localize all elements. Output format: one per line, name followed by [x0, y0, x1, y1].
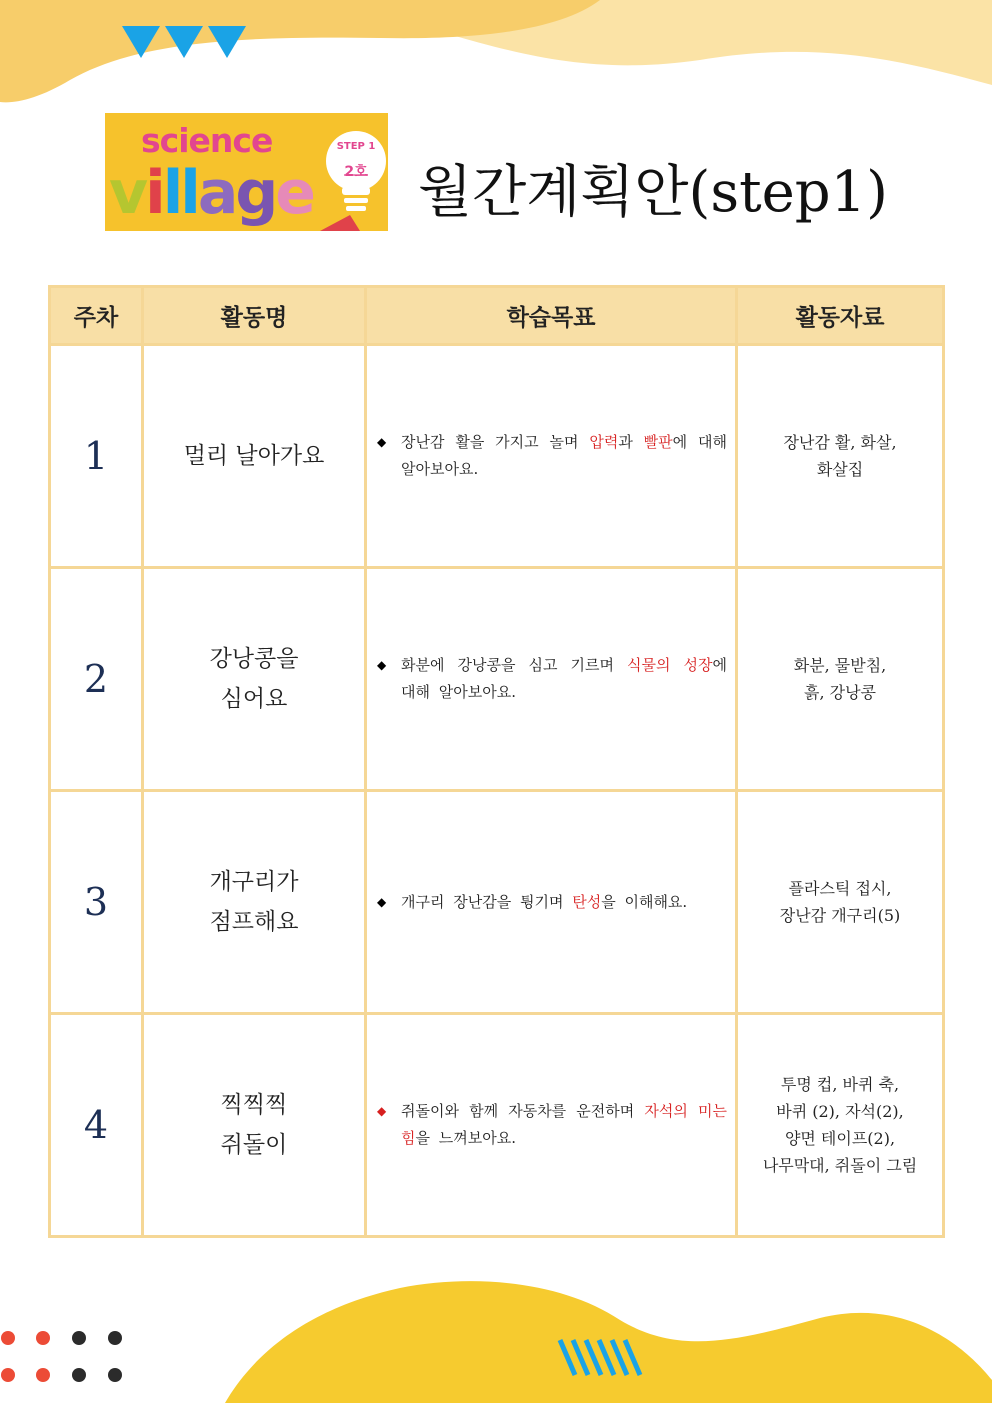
materials-line: 장난감 활, 화살,	[783, 433, 897, 452]
materials-line: 화살집	[816, 460, 864, 479]
bottom-wave-decoration	[0, 1270, 992, 1403]
activity-name-line: 강낭콩을	[209, 646, 299, 672]
science-village-logo	[105, 113, 388, 231]
materials-line: 나무막대, 쥐돌이 그림	[762, 1156, 918, 1175]
week-number: 2	[50, 568, 143, 791]
goal-highlight: 빨판	[643, 433, 673, 451]
table-row	[50, 791, 944, 1014]
materials	[737, 1014, 944, 1237]
activity-name-line: 개구리가	[209, 869, 299, 895]
logo-issue-label: 2호	[344, 164, 368, 180]
logo-step-label: STEP 1	[336, 141, 376, 152]
week-number: 1	[50, 345, 143, 568]
materials	[737, 568, 944, 791]
learning-goal	[366, 345, 737, 568]
lightbulb-icon	[320, 119, 388, 231]
diamond-bullet-icon: ◆	[377, 1104, 387, 1118]
activity-name-line: 찍찍찍	[220, 1092, 288, 1118]
goal-highlight: 압력	[589, 433, 619, 451]
table-row	[50, 568, 944, 791]
materials-line: 바퀴 (2), 자석(2),	[776, 1102, 904, 1121]
learning-goal	[366, 1014, 737, 1237]
goal-text: 화분에 강낭콩을 심고 기르며	[401, 656, 628, 674]
diamond-bullet-icon: ◆	[377, 894, 387, 909]
materials-line: 화분, 물받침,	[793, 656, 887, 675]
monthly-plan-table	[48, 285, 945, 1238]
activity-name-line: 쥐돌이	[220, 1132, 288, 1158]
goal-highlight: 자석의 미는 힘	[401, 1102, 728, 1147]
table-row	[50, 1014, 944, 1237]
activity-name	[143, 568, 366, 791]
diamond-bullet-icon: ◆	[377, 435, 387, 449]
top-wave-decoration	[0, 0, 992, 110]
goal-text: 에 대해 알아보아요.	[401, 433, 727, 478]
activity-name	[143, 345, 366, 568]
goal-text: 과	[618, 433, 644, 451]
table-row	[50, 345, 944, 568]
materials-line: 플라스틱 접시,	[788, 879, 892, 898]
goal-highlight: 탄성	[572, 892, 602, 911]
materials	[737, 791, 944, 1014]
activity-name-line: 멀리 날아가요	[183, 443, 325, 469]
materials-line: 투명 컵, 바퀴 축,	[780, 1075, 900, 1094]
goal-text: 을 느껴보아요.	[415, 1129, 516, 1147]
materials-line: 흙, 강낭콩	[804, 683, 876, 702]
header-week: 주차	[50, 287, 143, 345]
goal-text: 개구리 장난감을 튕기며	[401, 892, 573, 911]
materials-line: 양면 테이프(2),	[784, 1129, 896, 1148]
activity-name-line: 점프해요	[209, 909, 299, 935]
header-learning-goal: 학습목표	[366, 287, 737, 345]
goal-highlight: 식물의 성장	[627, 656, 713, 674]
activity-name-line: 심어요	[220, 686, 288, 712]
table-header-row	[50, 287, 944, 345]
goal-text: 쥐돌이와 함께 자동차를 운전하며	[401, 1102, 645, 1120]
page-title: 월간계획안(step1)	[418, 160, 889, 225]
activity-name	[143, 791, 366, 1014]
week-number: 3	[50, 791, 143, 1014]
week-number: 4	[50, 1014, 143, 1237]
materials	[737, 345, 944, 568]
goal-text: 을 이해해요.	[601, 892, 688, 911]
goal-text: 에 대해 알아보아요.	[401, 656, 727, 701]
goal-text: 장난감 활을 가지고 놀며	[401, 433, 590, 451]
activity-name	[143, 1014, 366, 1237]
diamond-bullet-icon: ◆	[377, 658, 387, 672]
learning-goal	[366, 568, 737, 791]
materials-line: 장난감 개구리(5)	[779, 906, 901, 925]
learning-goal	[366, 791, 737, 1014]
dot-pattern-icon	[1, 1331, 122, 1382]
header-activity-name: 활동명	[143, 287, 366, 345]
header-materials: 활동자료	[737, 287, 944, 345]
logo-science-text: science	[141, 121, 273, 160]
logo-village-text: village	[109, 158, 313, 228]
